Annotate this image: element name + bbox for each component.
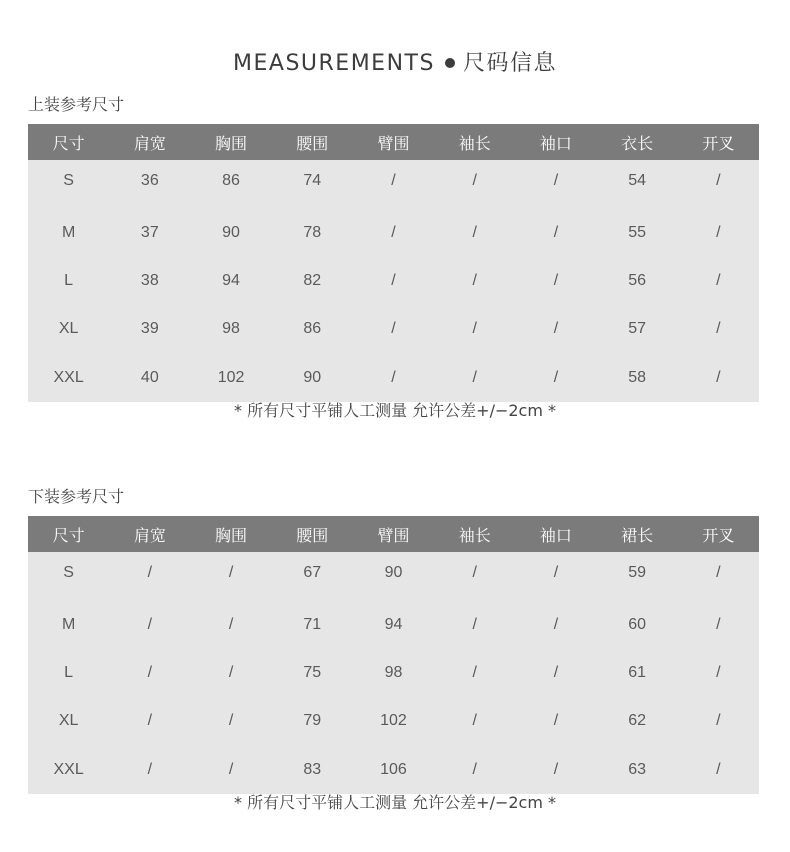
- header-cell: 腰围: [272, 516, 353, 552]
- size-cell: M: [61, 223, 76, 241]
- measurement-cell: /: [147, 712, 153, 730]
- measurement-cell: /: [553, 368, 559, 386]
- title-main: MEASUREMENTS: [233, 51, 435, 76]
- measurement-cell: 74: [303, 172, 322, 190]
- measurement-cell: /: [553, 615, 559, 633]
- header-cell: 臂围: [353, 516, 434, 552]
- measurement-cell: 86: [222, 172, 240, 190]
- header-cell: 袖长: [434, 516, 515, 552]
- measurement-cell: /: [391, 223, 396, 241]
- measurement-cell: 57: [628, 320, 647, 338]
- measurement-cell: /: [472, 368, 477, 386]
- header-cell: 胸围: [190, 124, 271, 160]
- measurement-cell: /: [716, 663, 721, 681]
- measurement-cell: /: [553, 663, 559, 681]
- measurement-cell: /: [472, 564, 477, 582]
- measurement-cell: 82: [303, 271, 322, 289]
- measurement-cell: /: [716, 320, 721, 338]
- size-cell: L: [64, 271, 74, 289]
- measurement-cell: /: [391, 271, 396, 289]
- measurement-cell: /: [472, 320, 477, 338]
- measurement-cell: /: [391, 368, 396, 386]
- measurement-cell: /: [147, 564, 153, 582]
- measurement-cell: 67: [303, 564, 322, 582]
- measurement-cell: /: [147, 663, 153, 681]
- measurement-cell: /: [716, 368, 721, 386]
- measurement-cell: 83: [303, 760, 322, 778]
- page-title: [0, 46, 790, 77]
- table-row: [28, 257, 759, 305]
- measurement-cell: 78: [303, 223, 322, 241]
- measurement-cell: /: [716, 223, 721, 241]
- measurement-cell: /: [472, 172, 477, 190]
- header-cell: 胸围: [190, 516, 271, 552]
- measurement-cell: /: [472, 663, 477, 681]
- tops-table-body: [28, 160, 759, 402]
- measurement-cell: 60: [628, 615, 647, 633]
- measurement-cell: /: [716, 172, 721, 190]
- table-row: [28, 160, 759, 208]
- tops-size-table: [28, 124, 759, 402]
- header-cell: 臂围: [353, 124, 434, 160]
- measurement-cell: /: [472, 615, 477, 633]
- measurement-cell: /: [391, 320, 396, 338]
- measurement-cell: /: [147, 760, 153, 778]
- measurement-cell: 71: [303, 615, 322, 633]
- measurement-cell: /: [228, 760, 234, 778]
- table-row: [28, 354, 759, 402]
- measurement-cell: 38: [140, 271, 159, 289]
- size-cell: XL: [58, 712, 79, 730]
- measurement-cell: /: [553, 271, 559, 289]
- header-cell: 尺寸: [28, 124, 109, 160]
- measurement-cell: 79: [303, 712, 322, 730]
- measurement-cell: 63: [628, 760, 647, 778]
- measurement-cell: 90: [222, 223, 240, 241]
- header-cell: 肩宽: [109, 516, 190, 552]
- measurement-cell: /: [716, 712, 721, 730]
- bottoms-measurement-note: * 所有尺寸平铺人工测量 允许公差+/−2cm *: [233, 793, 557, 812]
- tops-section-label: 上装参考尺寸: [28, 95, 125, 114]
- measurement-cell: 90: [303, 368, 322, 386]
- measurement-cell: /: [716, 615, 721, 633]
- table-row: [28, 208, 759, 256]
- bottoms-table-body: [28, 552, 759, 794]
- measurement-cell: /: [553, 320, 559, 338]
- measurement-cell: 54: [628, 172, 647, 190]
- measurement-cell: /: [553, 172, 559, 190]
- size-cell: S: [63, 564, 74, 582]
- measurement-cell: 98: [222, 320, 240, 338]
- measurement-cell: 86: [303, 320, 322, 338]
- header-cell: 腰围: [272, 124, 353, 160]
- bullet-dot-icon: [445, 58, 455, 68]
- table-row: [28, 600, 759, 648]
- table-row: [28, 305, 759, 353]
- measurement-cell: /: [553, 760, 559, 778]
- bottoms-size-table: [28, 516, 759, 794]
- measurement-cell: /: [553, 223, 559, 241]
- size-cell: XXL: [53, 368, 84, 386]
- measurement-cell: /: [472, 712, 477, 730]
- measurement-cell: 56: [628, 271, 647, 289]
- measurement-cell: 75: [303, 663, 322, 681]
- measurement-cell: /: [716, 271, 721, 289]
- measurement-cell: 40: [140, 368, 159, 386]
- measurement-cell: /: [391, 172, 396, 190]
- measurement-cell: /: [716, 564, 721, 582]
- measurement-cell: 59: [628, 564, 647, 582]
- measurement-cell: /: [553, 712, 559, 730]
- measurement-cell: 58: [628, 368, 647, 386]
- measurement-cell: 98: [384, 663, 403, 681]
- measurement-cell: /: [228, 663, 234, 681]
- table-row: [28, 746, 759, 794]
- header-cell: 衣长: [597, 124, 678, 160]
- header-cell: 袖口: [515, 124, 596, 160]
- header-cell: 袖长: [434, 124, 515, 160]
- measurement-cell: 90: [384, 564, 403, 582]
- measurement-cell: 39: [140, 320, 159, 338]
- measurement-cell: /: [472, 223, 477, 241]
- size-cell: L: [64, 663, 74, 681]
- measurement-cell: 55: [628, 223, 647, 241]
- size-cell: XL: [58, 320, 79, 338]
- table-row: [28, 697, 759, 745]
- header-cell: 裙长: [597, 516, 678, 552]
- bottoms-header-row: [28, 516, 759, 552]
- measurement-cell: /: [553, 564, 559, 582]
- measurement-cell: 102: [217, 368, 245, 386]
- header-cell: 肩宽: [109, 124, 190, 160]
- header-cell: 开叉: [678, 124, 759, 160]
- measurement-cell: 61: [628, 663, 647, 681]
- header-cell: 开叉: [678, 516, 759, 552]
- table-row: [28, 649, 759, 697]
- size-cell: S: [63, 172, 74, 190]
- tops-header-row: [28, 124, 759, 160]
- measurement-cell: 94: [384, 615, 403, 633]
- measurement-cell: 62: [628, 712, 647, 730]
- bottoms-section-label: 下装参考尺寸: [28, 487, 125, 506]
- header-cell: 尺寸: [28, 516, 109, 552]
- title-sub: 尺码信息: [462, 51, 557, 76]
- table-row: [28, 552, 759, 600]
- measurement-cell: /: [228, 712, 234, 730]
- header-cell: 袖口: [515, 516, 596, 552]
- measurement-cell: 106: [380, 760, 407, 778]
- measurement-cell: /: [147, 615, 153, 633]
- measurement-cell: /: [716, 760, 721, 778]
- measurement-cell: 36: [140, 172, 159, 190]
- size-cell: XXL: [53, 760, 84, 778]
- measurement-cell: /: [472, 760, 477, 778]
- measurement-cell: 94: [222, 271, 240, 289]
- size-cell: M: [61, 615, 76, 633]
- measurement-cell: 37: [140, 223, 159, 241]
- measurement-cell: /: [228, 564, 234, 582]
- tops-measurement-note: * 所有尺寸平铺人工测量 允许公差+/−2cm *: [233, 401, 557, 420]
- measurement-cell: /: [472, 271, 477, 289]
- measurement-cell: 102: [380, 712, 407, 730]
- measurement-cell: /: [228, 615, 234, 633]
